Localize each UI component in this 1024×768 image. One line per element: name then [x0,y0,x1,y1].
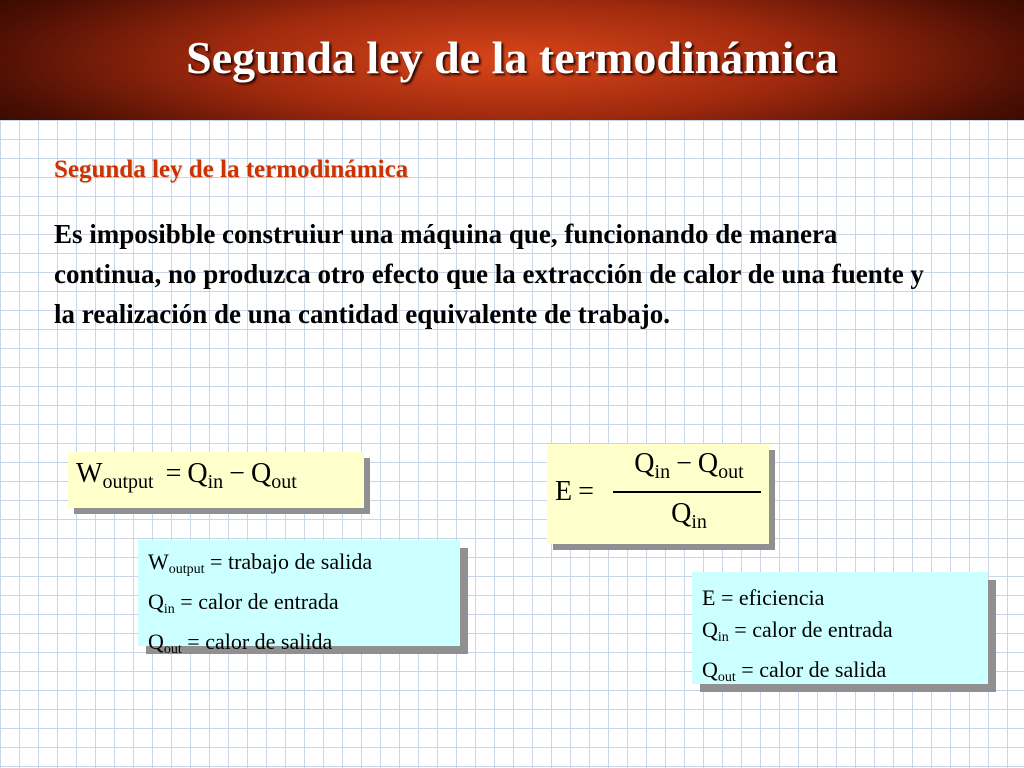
def-symbol: Q [702,657,718,682]
slide-title: Segunda ley de la termodinámica [186,31,838,83]
minus-sign: − [229,458,245,489]
section-subtitle: Segunda ley de la termodinámica [54,156,409,183]
def-text: = calor de entrada [174,589,339,614]
qin-subscript: in [207,471,224,493]
minus-sign: − [676,448,692,479]
def-subscript: output [168,562,205,577]
def-symbol: Q [148,629,164,654]
w-symbol: W [76,458,103,489]
num-qout-subscript: out [718,461,744,483]
den-qin-subscript: in [691,511,707,533]
efficiency-formula-box [547,444,769,544]
work-definitions-box [138,540,460,657]
def-text: = eficiencia [715,585,825,610]
den-qin-symbol: Q [671,498,692,529]
fraction-denominator [615,498,763,534]
title-bar [0,0,1024,120]
qout-subscript: out [271,471,297,493]
def-subscript: in [163,602,175,617]
fraction-numerator [615,448,763,484]
def-subscript: out [163,642,182,657]
def-text: = calor de salida [735,657,887,682]
definition-row [138,546,372,586]
num-qin-subscript: in [654,461,671,483]
def-text: = trabajo de salida [204,549,373,574]
num-qout-symbol: Q [697,448,719,479]
efficiency-definitions-box [692,572,988,684]
fraction-bar [613,491,761,493]
def-symbol: Q [702,617,718,642]
def-symbol: E [702,585,716,610]
equals-sign: = [165,458,182,489]
e-symbol: E [555,476,573,507]
efficiency-lhs [555,476,594,508]
def-text: = calor de salida [181,629,333,654]
definition-row [138,586,372,626]
qout-symbol: Q [250,458,272,489]
def-symbol: W [148,549,169,574]
num-qin-symbol: Q [634,448,655,479]
def-subscript: out [717,670,736,685]
equals-sign: = [578,476,594,507]
definition-row [692,654,893,694]
definition-row [138,626,372,666]
def-symbol: Q [148,589,164,614]
w-subscript: output [102,471,154,493]
work-formula [76,458,297,494]
definition-row [692,582,893,614]
qin-symbol: Q [187,458,208,489]
def-text: = calor de entrada [728,617,893,642]
def-subscript: in [717,630,729,645]
law-statement: Es imposibble construiur una máquina que, funcionando de manera continua, no produzca otro efecto que la extracción de calor de una fuente y la realización de una cantidad equivalente de trabajo. [54,219,924,329]
work-formula-box [68,452,364,508]
definition-row [692,614,893,654]
